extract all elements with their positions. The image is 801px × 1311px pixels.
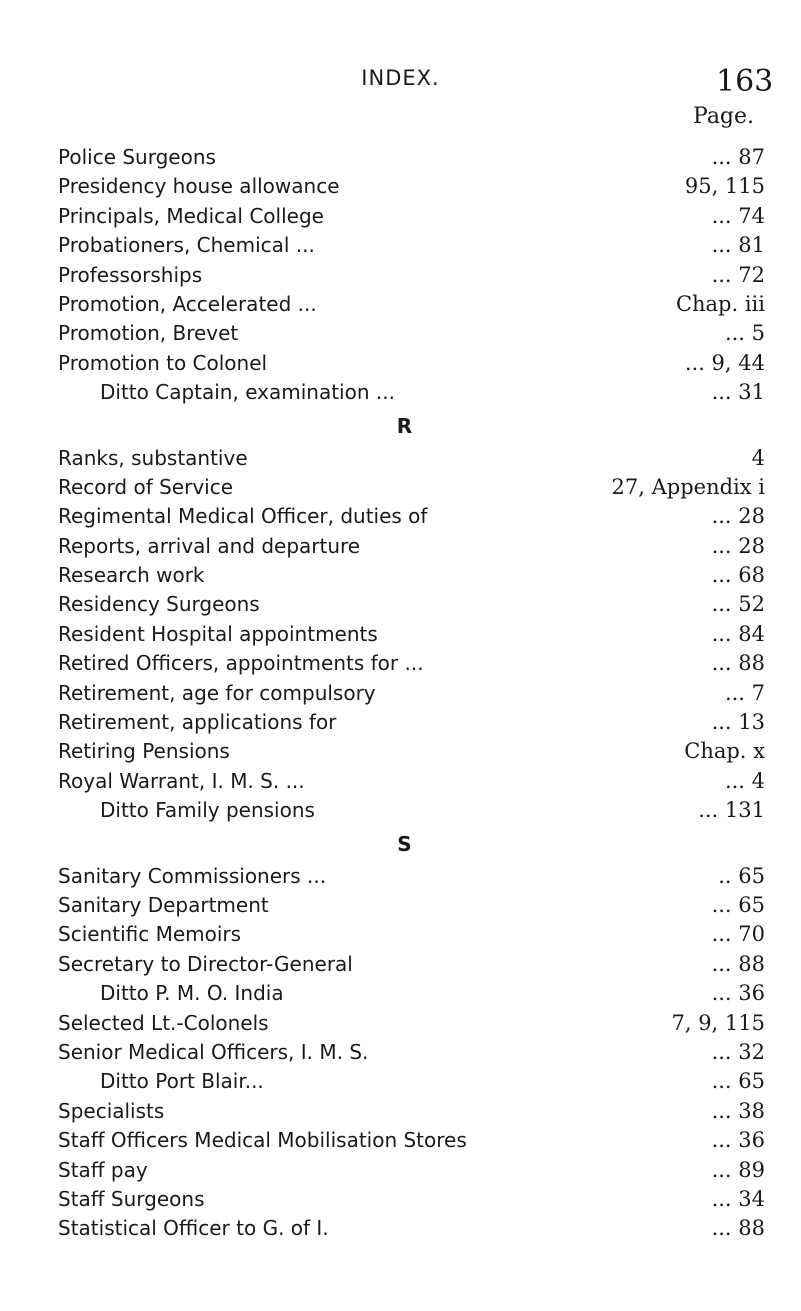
entry-term: Senior Medical Officers, I. M. S. (58, 1039, 369, 1064)
entry-page-ref: ... 38 (711, 1098, 765, 1123)
entry-page-ref: 95, 115 (684, 174, 765, 199)
index-entry (0, 172, 801, 201)
index-entry (0, 290, 801, 319)
entry-page-ref: ... 88 (711, 951, 765, 976)
entry-term: Resident Hospital appointments (58, 621, 378, 646)
entry-page-ref: Chap. iii (675, 291, 765, 316)
entry-page-ref: ... 9, 44 (684, 350, 765, 375)
entry-page-ref: ... 84 (711, 621, 765, 646)
entry-page-ref: 27, Appendix i (611, 474, 765, 499)
entry-term: Retirement, age for compulsory (58, 680, 376, 705)
entry-page-ref: .. 65 (718, 863, 765, 888)
entry-page-ref: ... 65 (711, 892, 765, 917)
entry-term: Statistical Officer to G. of I. (58, 1216, 329, 1241)
index-entry (0, 590, 801, 619)
entry-term: Staff Officers Medical Mobilisation Stores (58, 1128, 467, 1153)
index-entry (0, 767, 801, 796)
index-entry (0, 202, 801, 231)
entry-page-ref: ... 65 (711, 1069, 765, 1094)
entry-page-ref: ... 68 (711, 563, 765, 588)
entry-page-ref: ... 7 (724, 680, 765, 705)
entry-term: Ditto Family pensions (100, 798, 315, 823)
page-column-label: Page. (693, 104, 755, 129)
entry-term: Professorships (58, 262, 203, 287)
entry-term: Promotion, Brevet (58, 321, 239, 346)
entry-term: Specialists (58, 1098, 165, 1123)
index-entry (0, 532, 801, 561)
entry-page-ref: ... 28 (711, 504, 765, 529)
index-entry (0, 1097, 801, 1126)
index-entry (0, 1214, 801, 1243)
entry-term: Retired Officers, appointments for ... (58, 651, 424, 676)
index-entry (0, 649, 801, 678)
entry-page-ref: ... 81 (711, 233, 765, 258)
entry-page-ref: ... 52 (711, 592, 765, 617)
index-entry (0, 349, 801, 378)
entry-page-ref: ... 88 (711, 651, 765, 676)
section-letter: S (397, 831, 412, 856)
entry-page-ref: ... 4 (724, 768, 765, 793)
index-entry (0, 920, 801, 949)
entry-page-ref: ... 88 (711, 1216, 765, 1241)
entry-term: Sanitary Commissioners ... (58, 863, 327, 888)
entry-page-ref: ... 70 (711, 922, 765, 947)
entry-term: Record of Service (58, 474, 234, 499)
entry-term: Promotion, Accelerated ... (58, 291, 317, 316)
entry-term: Sanitary Department (58, 892, 269, 917)
entry-page-ref: ... 13 (711, 710, 765, 735)
page-number: 163 (716, 64, 774, 99)
entry-term: Ditto P. M. O. India (100, 981, 284, 1006)
entry-page-ref: ... 32 (711, 1039, 765, 1064)
entry-page-ref: ... 28 (711, 533, 765, 558)
entry-page-ref: ... 72 (711, 262, 765, 287)
index-entry (0, 378, 801, 407)
index-entry (0, 1038, 801, 1067)
entry-term: Regimental Medical Officer, duties of (58, 504, 428, 529)
entry-page-ref: ... 36 (711, 1128, 765, 1153)
entry-page-ref: ... 74 (711, 203, 765, 228)
entry-term: Scientific Memoirs (58, 922, 242, 947)
index-entry (0, 231, 801, 260)
entry-page-ref: ... 131 (698, 798, 765, 823)
index-entry (0, 444, 801, 473)
index-entry (0, 1067, 801, 1096)
index-entries (0, 143, 801, 1244)
entry-term: Selected Lt.-Colonels (58, 1010, 269, 1035)
entry-page-ref: 4 (751, 445, 765, 470)
entry-term: Reports, arrival and departure (58, 533, 361, 558)
entry-term: Promotion to Colonel (58, 350, 268, 375)
entry-term: Police Surgeons (58, 145, 216, 169)
entry-page-ref: ... 5 (724, 321, 765, 346)
index-entry (0, 708, 801, 737)
index-entry (0, 796, 801, 825)
entry-term: Ranks, substantive (58, 445, 248, 470)
entry-term: Principals, Medical College (58, 203, 324, 228)
entry-term: Staff Surgeons (58, 1186, 205, 1211)
index-entry (0, 261, 801, 290)
index-entry (0, 143, 801, 172)
entry-page-ref: ... 36 (711, 981, 765, 1006)
index-entry (0, 862, 801, 891)
index-entry (0, 1156, 801, 1185)
entry-term: Probationers, Chemical ... (58, 233, 315, 258)
index-entry (0, 679, 801, 708)
index-entry (0, 502, 801, 531)
index-entry (0, 561, 801, 590)
index-entry (0, 950, 801, 979)
index-entry (0, 1185, 801, 1214)
page-title: INDEX. (361, 66, 440, 90)
entry-term: Secretary to Director-General (58, 951, 353, 976)
entry-term: Residency Surgeons (58, 592, 260, 617)
entry-term: Ditto Captain, examination ... (100, 380, 395, 405)
entry-term: Ditto Port Blair... (100, 1069, 264, 1094)
index-entry (0, 979, 801, 1008)
entry-page-ref: ... 89 (711, 1157, 765, 1182)
entry-page-ref: ... 87 (711, 145, 765, 169)
entry-page-ref: ... 34 (711, 1186, 765, 1211)
entry-term: Retiring Pensions (58, 739, 230, 764)
entry-page-ref: 7, 9, 115 (671, 1010, 765, 1035)
index-entry (0, 891, 801, 920)
index-entry (0, 319, 801, 348)
index-entry (0, 473, 801, 502)
entry-term: Staff pay (58, 1157, 148, 1182)
index-entry (0, 620, 801, 649)
section-letter: R (396, 413, 413, 438)
entry-page-ref: Chap. x (684, 739, 765, 764)
entry-term: Retirement, applications for (58, 710, 337, 735)
index-entry (0, 737, 801, 766)
entry-term: Presidency house allowance (58, 174, 340, 199)
index-entry (0, 1009, 801, 1038)
index-entry (0, 1126, 801, 1155)
entry-term: Royal Warrant, I. M. S. ... (58, 768, 305, 793)
entry-page-ref: ... 31 (711, 380, 765, 405)
entry-term: Research work (58, 563, 205, 588)
